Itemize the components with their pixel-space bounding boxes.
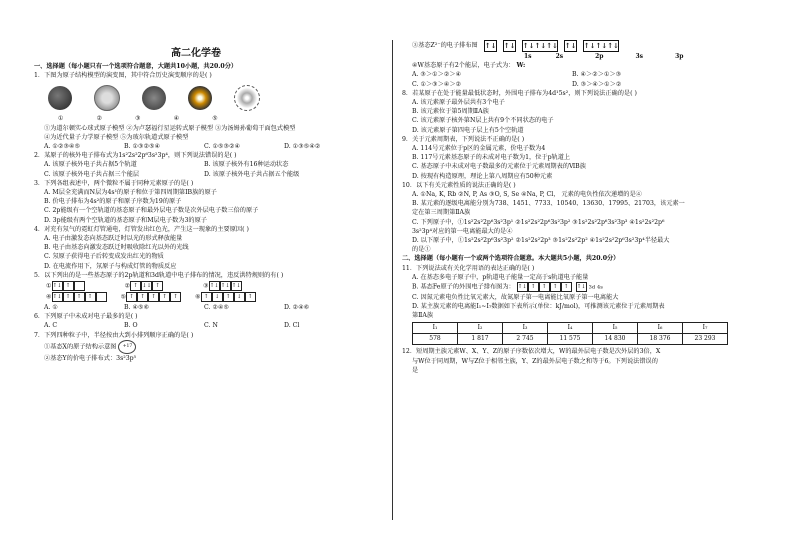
option-d[interactable]: D. 以下原子中，①1s²2s²2p⁶3s²3p² ②1s²2s²2p³ ③1s²2s²2p² ④1s²2s²2p⁶3s²3p⁴半径最大 xyxy=(412,237,670,245)
option-c[interactable]: C. 该原子核外电子共占据三个能层 xyxy=(44,170,140,178)
question-4: 4．对充有氖气的霓虹灯管通电，灯管发出红色光，产生这一现象的主要原因( ) xyxy=(34,225,249,233)
orbital-box: ↑ xyxy=(550,282,561,292)
question-10: 10．以下有关元素性质的说法正确的是( ) xyxy=(402,181,516,189)
option-b-text: B. 基态Fe原子的外围电子排布图为： xyxy=(412,283,515,291)
ionization-energy-table xyxy=(412,322,728,345)
orbital-box: ↑ xyxy=(245,292,256,302)
orbital-box: ↑ xyxy=(528,282,539,292)
orbital-box: ↑ xyxy=(137,292,148,302)
orbital-box: ↑↓ xyxy=(209,283,219,290)
orbital-box: ↑ xyxy=(148,292,159,302)
option-d[interactable]: D. 某主族元素的电离能I₁~I₇数据如下表所示(单位：kJ/mol)，可推测该元素位于元素周期表 xyxy=(412,302,665,310)
option-a[interactable]: A. ③＞①＞②＞④ xyxy=(412,71,462,79)
option-d[interactable]: D. ③＞④＞①＞② xyxy=(572,80,622,88)
option-d[interactable]: D. ①③⑤④② xyxy=(284,143,321,151)
option-c-cont: 3s²3p⁴对应的第一电离能最大的是④ xyxy=(412,227,513,235)
orbital-box: ↑↓ xyxy=(564,41,577,50)
item-number: ⑤ xyxy=(120,293,127,301)
orbital-row xyxy=(34,281,394,291)
atom-model-image xyxy=(142,86,166,110)
orbital-box: ↑↓ xyxy=(503,41,516,50)
orbital-label: 1s xyxy=(524,53,532,60)
orbital-box: ↓ xyxy=(234,292,245,302)
option-b[interactable]: B. 价电子排布为4s²的原子和原子序数为19的原子 xyxy=(44,198,182,206)
options xyxy=(34,142,394,151)
orbital-box xyxy=(74,281,85,291)
option-d[interactable]: D. Cl xyxy=(284,322,300,330)
model-number: ④ xyxy=(173,115,180,123)
orbital-box: ↑↓↑↓↑↓ xyxy=(522,41,558,50)
model-number: ② xyxy=(96,115,103,123)
orbital-item xyxy=(203,281,242,291)
q7-item-2: ②基态Y的价电子排布式：3s²3p⁵ xyxy=(44,354,137,362)
item-number: ① xyxy=(46,282,52,290)
option-a[interactable]: A. M层全充满而N层为4s¹的原子和位于第四周期第ⅠB族的原子 xyxy=(44,189,217,197)
orbital-label: 4s xyxy=(597,284,603,291)
option-b[interactable]: B. 电子由基态向激发态跃迁时吸收除红光以外的光线 xyxy=(44,244,189,252)
orbital-box: ↑ xyxy=(130,281,141,291)
table-row xyxy=(413,334,728,345)
model-number: ① xyxy=(58,115,64,123)
question-6: 6．下列原子中未成对电子最多的是( ) xyxy=(34,313,138,321)
orbital-item xyxy=(195,292,256,302)
option-c[interactable]: C. N xyxy=(204,322,218,330)
option-b[interactable]: B. 该原子核外有16种运动状态 xyxy=(204,161,289,169)
option-c[interactable]: C. 氖原子获得电子后转变成发出红光的物质 xyxy=(44,253,164,261)
q7-item-text: ③基态Z²⁻的电子排布图 xyxy=(412,42,478,50)
question-1: 1．下图为原子结构模型的演变图，其中符合历史演变顺序的是( ) xyxy=(34,72,212,80)
atom-structure-diagram: +17 xyxy=(118,340,136,354)
orbital-box: ↑↓↑↓↑↓ xyxy=(583,41,619,50)
electron-dot-symbol: W: xyxy=(516,62,526,70)
options xyxy=(402,80,762,89)
orbital-row xyxy=(34,292,394,302)
orbital-item xyxy=(121,292,182,302)
orbital-box: ↑ xyxy=(201,292,212,302)
orbital-label: 2s xyxy=(555,53,564,60)
q7-item-3 xyxy=(402,40,762,52)
orbital-item xyxy=(125,281,164,291)
option-b[interactable]: B. 117号元素基态原子的未成对电子数为1，位于p轨道上 xyxy=(412,154,571,162)
table-header-cell: I₂ xyxy=(458,323,503,334)
orbital-box: ↑ xyxy=(539,282,550,292)
orbital-label: 3s xyxy=(635,53,644,60)
option-d[interactable]: D. 在电流作用下，氖原子与构成灯管的物质反应 xyxy=(44,262,177,270)
atom-model-image xyxy=(48,86,72,110)
option-a[interactable]: A. ① xyxy=(44,304,58,312)
orbital-box: ↑ xyxy=(152,281,163,291)
table-header-row xyxy=(413,323,728,334)
orbital-label: 3d xyxy=(588,284,596,291)
left-column xyxy=(34,40,394,363)
atom-model-numbers xyxy=(34,114,394,123)
option-c[interactable]: C. ①⑤③②④ xyxy=(204,143,241,151)
options xyxy=(34,321,394,330)
orbital-box: ↑ xyxy=(85,292,96,302)
orbital-box: ↑↓ xyxy=(484,41,497,50)
item-number: ③ xyxy=(203,282,209,290)
orbital-box: ↑ xyxy=(63,281,74,291)
question-7: 7．下列四种粒子中，半径按由大到小排列顺序正确的是( ) xyxy=(34,331,194,339)
option-c[interactable]: C. 2p能级有一个空轨道的基态原子和最外层电子数是次外层电子数三倍的原子 xyxy=(44,207,259,215)
table-cell: 1 817 xyxy=(458,334,503,345)
option-a[interactable]: A. 114号元素位于p区的金属元素，价电子数为4 xyxy=(412,145,546,153)
model-number: ⑤ xyxy=(212,115,218,123)
orbital-box: ↓↓ xyxy=(142,283,152,290)
table-cell: 23 293 xyxy=(683,334,728,345)
options xyxy=(34,160,394,169)
table-header-cell: I₇ xyxy=(683,323,728,334)
option-a[interactable]: A. 在基态多电子原子中，p轨道电子能量一定高于s轨道电子能量 xyxy=(412,273,589,281)
orbital-box: ↑↓ xyxy=(517,284,527,291)
option-d-cont: 第ⅡA族 xyxy=(412,312,434,320)
question-3: 3．下列各组表述中，两个微粒不属于同种元素原子的是( ) xyxy=(34,179,194,187)
option-d[interactable]: D. 按现有构造原理，理论上第八周期应有50种元素 xyxy=(412,172,553,180)
options xyxy=(402,70,762,79)
orbital-label: 2p xyxy=(595,53,604,60)
table-cell: 2 745 xyxy=(503,334,548,345)
page-title: 高二化学卷 xyxy=(171,48,221,59)
table-header-cell: I₄ xyxy=(548,323,593,334)
table-header-cell: I₆ xyxy=(638,323,683,334)
options xyxy=(34,170,394,179)
table-cell: 18 376 xyxy=(638,334,683,345)
option-b[interactable]: B. ①③②⑤④ xyxy=(124,143,161,151)
option-b[interactable]: B. 该元素位于第5周期ⅡA族 xyxy=(412,108,489,116)
option-a[interactable]: A. 该元素原子最外层共有3个电子 xyxy=(412,99,505,107)
item-number: ② xyxy=(124,282,131,290)
option-a[interactable]: A. 该原子核外电子共占据5个轨道 xyxy=(44,161,137,169)
orbital-labels xyxy=(402,52,762,61)
question-2: 2．某原子的核外电子排布式为1s²2s²2p⁶3s²3p⁴，则下列说法错误的是( ) xyxy=(34,152,237,160)
option-c[interactable]: C. 下列原子中，①1s²2s²2p⁶3s²3p¹ ②1s²2s²2p⁶3s²3p² ③1s²2s²2p⁶3s²3p³ ④1s²2s²2p⁶ xyxy=(412,218,665,226)
option-c[interactable]: C. 因氮元素电负性比氧元素大，故氮原子第一电离能比氧原子第一电离能大 xyxy=(412,293,619,301)
option-d-cont: 的是① xyxy=(412,246,431,254)
q7-item-text: ①基态X的原子结构示意图 xyxy=(44,343,117,351)
q7-item-1 xyxy=(34,340,394,354)
orbital-box: ↑↓ xyxy=(220,283,230,290)
orbital-box: ↑ xyxy=(63,292,74,302)
q7-item-text: ④W基态原子有2个能层，电子式为： xyxy=(412,62,515,70)
table-header-cell: I₅ xyxy=(593,323,638,334)
fe-orbital-diagram xyxy=(517,282,587,292)
orbital-box: ↓ xyxy=(212,292,223,302)
option-d[interactable]: D. ②④⑥ xyxy=(284,304,310,312)
orbital-box xyxy=(96,292,107,302)
orbital-box: ↑ xyxy=(561,282,572,292)
table-header-cell: I₃ xyxy=(503,323,548,334)
question-9: 9．关于元素周期表，下列说法不正确的是( ) xyxy=(402,135,525,143)
legend-text: ④为近代量子力学原子模型 ⑤为玻尔轨道式原子模型 xyxy=(44,133,189,141)
q7-item-4 xyxy=(402,61,762,70)
table-cell: 11 575 xyxy=(548,334,593,345)
option-c[interactable]: C. ②④⑤ xyxy=(204,304,230,312)
atom-models xyxy=(34,83,394,113)
table-cell: 578 xyxy=(413,334,458,345)
orbital-box: ↑↓ xyxy=(52,283,62,290)
question-8: 8．若某原子在处于能量最低状态时，外围电子排布为4d¹5s²，则下列说法正确的是( ) xyxy=(402,89,637,97)
section-heading: 一、选择题（每小题只有一个选项符合题意，大题共10小题，共20.0分） xyxy=(34,63,238,70)
option-b[interactable]: B. ④＞②＞①＞③ xyxy=(572,71,622,79)
atom-model-image xyxy=(188,86,212,110)
option-d[interactable]: D. 3p能级有两个空轨道的基态原子和M层电子数为3的原子 xyxy=(44,216,207,224)
table-cell: 14 830 xyxy=(593,334,638,345)
right-column xyxy=(402,40,762,375)
section-heading: 二、选择题（每小题有一个或两个选项符合题意。本大题共5小题，共20.0分） xyxy=(402,255,620,263)
option-b[interactable]: B. ④⑤⑥ xyxy=(124,304,150,312)
option-a[interactable]: A. C xyxy=(44,322,58,330)
orbital-box: ↑ xyxy=(170,292,181,302)
orbital-item xyxy=(46,292,107,302)
orbital-box: ↑ xyxy=(74,292,85,302)
orbital-box: ↑↓ xyxy=(231,283,241,290)
model-number: ③ xyxy=(135,115,141,123)
option-a[interactable]: A. ①Na, K, Rb ②N, P, As ③O, S, Se ④Na, P, Cl， 元素的电负性依次递增的是④ xyxy=(412,191,642,199)
legend-text: ①为道尔顿实心球式原子模型 ②为卢瑟福行星运转式原子模型 ③为汤姆孙葡萄干面包式模型 xyxy=(44,124,296,132)
orbital-box: ↑ xyxy=(126,292,137,302)
orbital-box: ↑↓ xyxy=(52,294,62,301)
options xyxy=(34,303,394,312)
orbital-box: ↑ xyxy=(159,292,170,302)
table-header-cell: I₁ xyxy=(413,323,458,334)
item-number: ⑥ xyxy=(195,293,201,301)
option-c[interactable]: C. 该元素原子核外第N层上共有9个不同状态的电子 xyxy=(412,117,554,125)
option-a[interactable]: A. ①②③④⑤ xyxy=(44,143,81,151)
option-b[interactable]: B. 某元素的逐级电离能分别为738、1451、7733、10540、13630、17995、21703，该元素一 xyxy=(412,200,685,208)
option-b[interactable]: B. O xyxy=(124,322,138,330)
option-c[interactable]: C. 基态原子中未成对电子数最多的元素位于元素周期表的ⅥB族 xyxy=(412,163,586,171)
atom-model-image xyxy=(94,85,120,111)
question-12: 12．短周期主族元素W、X、Y、Z的原子序数依次增大，W的最外层电子数是次外层的3倍，X xyxy=(402,348,661,356)
option-a[interactable]: A. 电子由激发态向基态跃迁时以光的形式释放能量 xyxy=(44,235,183,243)
orbital-item xyxy=(46,281,85,291)
question-12-cont: 与W位于同周期，W与Z位于相邻主族，Y、Z的最外层电子数之和等于6。下列说法错误的 xyxy=(412,357,658,365)
orbital-label: 3p xyxy=(675,53,684,60)
option-b[interactable] xyxy=(402,282,762,293)
orbital-box: ↑↓ xyxy=(576,284,586,291)
option-d[interactable]: D. 该原子核外电子共占据五个能级 xyxy=(204,170,300,178)
option-d[interactable]: D. 该元素原子第四电子层上有5个空轨道 xyxy=(412,126,524,134)
option-b-cont: 定在第三周期第ⅡA族 xyxy=(412,209,471,217)
orbital-box: ↑ xyxy=(223,292,234,302)
item-number: ④ xyxy=(46,293,52,301)
question-5: 5．以下列出的是一些基态原子的2p轨道和3d轨道中电子排布的情况，违反洪特规则的有( ) xyxy=(34,271,284,279)
option-c[interactable]: C. ①＞③＞④＞② xyxy=(412,80,462,88)
atom-model-image xyxy=(234,85,260,111)
question-11: 11．下列说法或有关化学用语的表达正确的是( ) xyxy=(402,264,535,272)
question-12-cont: 是 xyxy=(412,366,419,374)
